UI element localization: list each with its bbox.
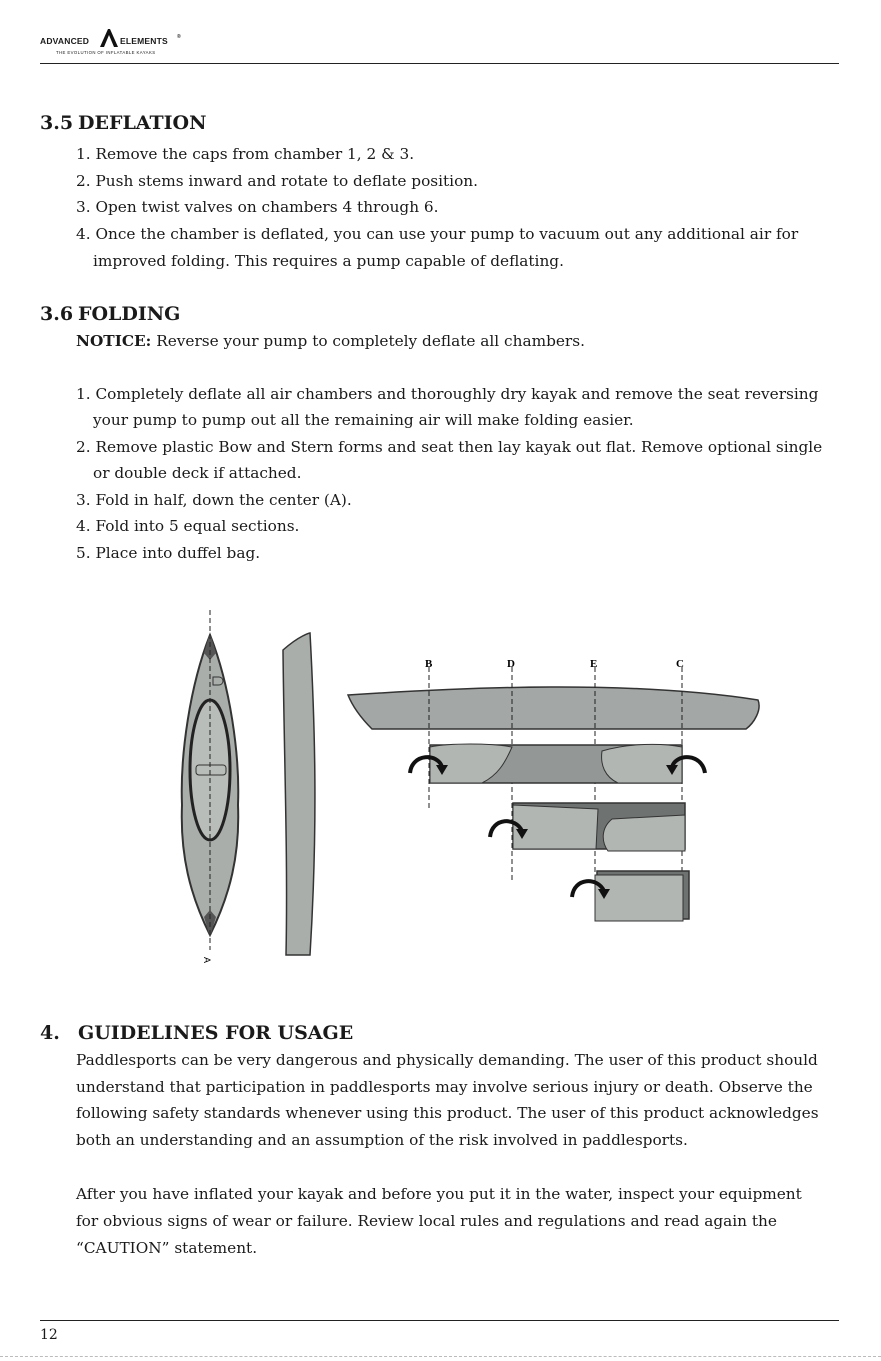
brand-tagline: THE EVOLUTION OF INFLATABLE KAYAKS — [56, 50, 156, 55]
folding-diagram — [150, 605, 770, 975]
notice-label: NOTICE: — [76, 332, 152, 350]
folding-step: 2. Remove plastic Bow and Stern forms and seat then lay kayak out flat. Remove optional single — [76, 438, 823, 456]
brand-tm: ® — [177, 34, 181, 40]
folding-step: 1. Completely deflate all air chambers and thoroughly dry kayak and remove the seat reversing — [76, 385, 819, 403]
section-number: 3.6 — [40, 303, 74, 325]
fold-step-three — [595, 871, 689, 921]
section-title: FOLDING — [78, 303, 181, 325]
page-edge — [0, 1356, 881, 1357]
guidelines-line: “CAUTION” statement. — [76, 1239, 258, 1257]
deflation-step: 1. Remove the caps from chamber 1, 2 & 3. — [76, 145, 415, 163]
kayak-top-view — [182, 610, 239, 950]
kayak-flattened-hull — [348, 687, 759, 729]
kayak-side-profile — [283, 633, 315, 955]
guidelines-line: understand that participation in paddlesports may involve serious injury or death. Observe the — [76, 1078, 813, 1096]
guidelines-line: Paddlesports can be very dangerous and physically demanding. The user of this product should — [76, 1051, 818, 1069]
deflation-step: 3. Open twist valves on chambers 4 through 6. — [76, 198, 439, 216]
notice-text: Reverse your pump to completely deflate all chambers. — [151, 332, 585, 350]
brand-word-right: ELEMENTS — [120, 36, 168, 46]
section-number: 3.5 — [40, 112, 74, 134]
guidelines-line: After you have inflated your kayak and before you put it in the water, inspect your equipment — [76, 1185, 802, 1203]
fold-label-c: C — [676, 658, 684, 670]
notice-line — [76, 334, 585, 349]
header-rule — [40, 63, 839, 64]
folding-diagram-svg — [150, 605, 770, 975]
folding-step-continued: or double deck if attached. — [93, 464, 302, 482]
fold-step-two — [513, 803, 685, 851]
section-heading-guidelines — [40, 1022, 353, 1044]
section-heading-folding — [40, 303, 180, 325]
fold-label-a: A — [202, 957, 212, 964]
footer-rule — [40, 1320, 839, 1321]
folding-step: 4. Fold into 5 equal sections. — [76, 517, 300, 535]
fold-step-one — [430, 744, 682, 783]
brand-word-left: ADVANCED — [40, 36, 90, 46]
section-number: 4. — [40, 1022, 60, 1044]
guidelines-line: following safety standards whenever using this product. The user of this product acknowledges — [76, 1104, 819, 1122]
section-heading-deflation — [40, 112, 206, 134]
section-title: DEFLATION — [78, 112, 207, 134]
section-title: GUIDELINES FOR USAGE — [78, 1022, 354, 1044]
guidelines-line: for obvious signs of wear or failure. Review local rules and regulations and read again the — [76, 1212, 777, 1230]
deflation-step-continued: improved folding. This requires a pump capable of deflating. — [93, 252, 564, 270]
page-number: 12 — [40, 1327, 58, 1343]
fold-label-d: D — [507, 658, 515, 670]
brand-logo — [40, 28, 190, 56]
logo-mark-icon — [98, 28, 120, 48]
fold-label-e: E — [590, 658, 598, 670]
folding-step: 5. Place into duffel bag. — [76, 544, 261, 562]
deflation-step: 4. Once the chamber is deflated, you can use your pump to vacuum out any additional air for — [76, 225, 799, 243]
guidelines-line: both an understanding and an assumption of the risk involved in paddlesports. — [76, 1131, 688, 1149]
folding-step-continued: your pump to pump out all the remaining air will make folding easier. — [93, 411, 634, 429]
deflation-step: 2. Push stems inward and rotate to deflate position. — [76, 172, 478, 190]
folding-step: 3. Fold in half, down the center (A). — [76, 491, 352, 509]
fold-label-b: B — [425, 658, 433, 670]
